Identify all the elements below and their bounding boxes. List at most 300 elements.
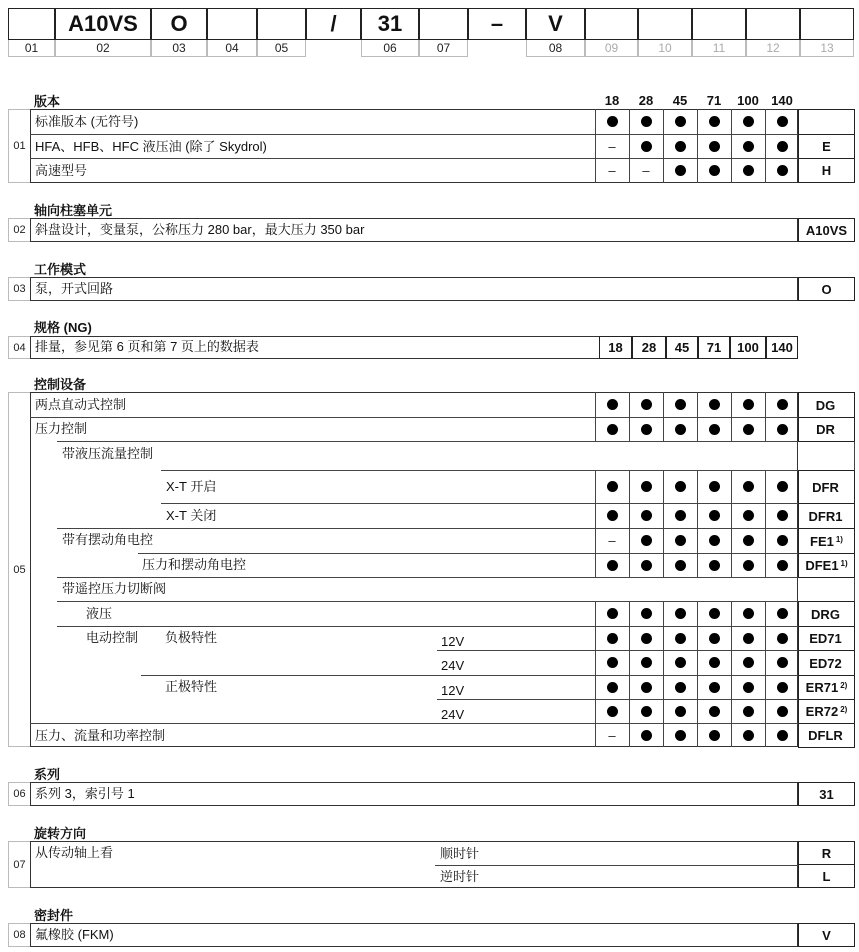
available-dot-icon <box>777 560 788 571</box>
available-dot-icon <box>641 116 652 127</box>
order-code-label: DFR <box>812 479 839 495</box>
unavailable-dash-icon: – <box>608 727 616 743</box>
unavailable-dash-icon: – <box>608 533 616 548</box>
frame-edge <box>854 577 855 601</box>
available-dot-icon <box>675 141 686 152</box>
order-code-label: DG <box>815 397 836 413</box>
footnote-marker: 1) <box>840 559 848 568</box>
available-dot-icon <box>675 608 686 619</box>
available-dot-icon <box>641 730 652 741</box>
available-dot-icon <box>607 116 618 127</box>
available-dot-icon <box>641 706 652 717</box>
row-number: 02 <box>8 218 30 242</box>
code-cell-07 <box>419 8 468 40</box>
available-dot-icon <box>777 424 788 435</box>
availability-cell <box>697 675 731 699</box>
option-label: 排量，参见第 6 页和第 7 页上的数据表 <box>35 339 259 354</box>
available-dot-icon <box>709 706 720 717</box>
availability-cell <box>595 626 629 650</box>
footnote-marker: 1) <box>835 534 843 544</box>
option-label: 系列 3，索引号 1 <box>35 786 135 801</box>
availability-cell <box>697 601 731 626</box>
available-dot-icon <box>641 510 652 521</box>
size-code-45: 45 <box>666 336 698 359</box>
table-frame <box>30 277 798 301</box>
available-dot-icon <box>743 141 754 152</box>
availability-cell <box>765 601 799 626</box>
available-dot-icon <box>777 399 788 410</box>
availability-cell <box>629 553 663 577</box>
available-dot-icon <box>641 424 652 435</box>
available-dot-icon <box>777 657 788 668</box>
available-dot-icon <box>675 481 686 492</box>
order-code: E <box>798 134 855 159</box>
row-number: 03 <box>8 277 30 301</box>
availability-cell <box>765 417 799 441</box>
available-dot-icon <box>709 510 720 521</box>
availability-cell <box>629 503 663 528</box>
availability-cell <box>765 503 799 528</box>
size-header-100: 100 <box>737 93 759 108</box>
option-label: 氟橡胶 (FKM) <box>35 927 114 942</box>
availability-cell <box>731 675 765 699</box>
order-code <box>798 699 855 724</box>
availability-cell <box>697 553 731 577</box>
available-dot-icon <box>607 657 618 668</box>
available-dot-icon <box>777 510 788 521</box>
availability-cell <box>663 417 697 441</box>
available-dot-icon <box>777 706 788 717</box>
availability-cell <box>731 470 765 503</box>
availability-cell <box>629 723 663 747</box>
availability-cell <box>731 601 765 626</box>
size-code-140: 140 <box>766 336 798 359</box>
voltage-label: 24V <box>441 707 465 722</box>
available-dot-icon <box>777 141 788 152</box>
section-title: 密封件 <box>34 908 74 923</box>
availability-cell <box>595 650 629 675</box>
available-dot-icon <box>675 682 686 693</box>
availability-cell <box>765 723 799 747</box>
availability-cell <box>629 601 663 626</box>
code-cell-08: V <box>526 8 585 40</box>
availability-cell <box>663 553 697 577</box>
availability-cell <box>697 417 731 441</box>
order-code-label: ER71 <box>805 680 839 695</box>
row-divider <box>57 577 855 578</box>
available-dot-icon <box>777 165 788 176</box>
available-dot-icon <box>709 730 720 741</box>
availability-cell <box>595 109 629 134</box>
availability-cell <box>663 158 697 183</box>
available-dot-icon <box>743 657 754 668</box>
table-frame <box>30 923 798 947</box>
availability-cell <box>765 626 799 650</box>
availability-cell <box>595 723 629 747</box>
order-code: A10VS <box>798 218 855 242</box>
available-dot-icon <box>607 560 618 571</box>
available-dot-icon <box>709 165 720 176</box>
option-label: X-T 关闭 <box>166 508 217 523</box>
available-dot-icon <box>607 706 618 717</box>
available-dot-icon <box>743 706 754 717</box>
available-dot-icon <box>641 141 652 152</box>
code-cell-04 <box>207 8 257 40</box>
availability-cell <box>663 503 697 528</box>
availability-cell <box>765 134 799 158</box>
order-code <box>798 109 855 135</box>
order-code-label: DFE1 <box>805 558 839 573</box>
order-code: H <box>798 158 855 183</box>
availability-cell <box>629 392 663 417</box>
order-code: O <box>798 277 855 301</box>
code-cell-01 <box>8 8 55 40</box>
position-label-05: 05 <box>257 40 306 57</box>
option-label: 负极特性 <box>165 630 218 645</box>
order-code <box>798 626 855 651</box>
available-dot-icon <box>607 510 618 521</box>
available-dot-icon <box>777 608 788 619</box>
available-dot-icon <box>607 633 618 644</box>
availability-cell <box>663 675 697 699</box>
availability-cell <box>765 650 799 675</box>
size-code-28: 28 <box>632 336 666 359</box>
available-dot-icon <box>743 608 754 619</box>
available-dot-icon <box>675 560 686 571</box>
option-label: 逆时针 <box>440 869 480 884</box>
size-header-18: 18 <box>604 93 620 108</box>
voltage-label: 24V <box>441 658 465 673</box>
section-title: 系列 <box>34 767 61 782</box>
option-label: 标准版本 (无符号) <box>35 114 139 129</box>
order-code: V <box>798 923 855 947</box>
availability-cell <box>731 699 765 723</box>
unavailable-dash-icon: – <box>608 163 616 178</box>
position-label-12: 12 <box>746 40 800 57</box>
available-dot-icon <box>607 399 618 410</box>
order-code: R <box>798 841 855 866</box>
availability-cell <box>731 650 765 675</box>
option-label: 带遥控压力切断阀 <box>62 581 167 596</box>
row-number: 07 <box>8 841 30 888</box>
availability-cell <box>731 134 765 158</box>
size-header-140: 140 <box>771 93 793 108</box>
availability-cell <box>731 503 765 528</box>
availability-cell <box>765 392 799 417</box>
availability-cell <box>629 109 663 134</box>
available-dot-icon <box>641 481 652 492</box>
availability-cell <box>731 723 765 747</box>
order-code-label: ER72 <box>805 704 839 719</box>
available-dot-icon <box>743 682 754 693</box>
row-number: 04 <box>8 336 30 359</box>
available-dot-icon <box>709 141 720 152</box>
available-dot-icon <box>743 481 754 492</box>
position-label-06: 06 <box>361 40 419 57</box>
availability-cell <box>697 158 731 183</box>
availability-cell <box>629 650 663 675</box>
code-cell-12 <box>746 8 800 40</box>
availability-cell <box>595 158 629 183</box>
availability-cell <box>629 699 663 723</box>
available-dot-icon <box>709 424 720 435</box>
availability-cell <box>765 158 799 183</box>
availability-cell <box>765 109 799 134</box>
availability-cell <box>595 601 629 626</box>
available-dot-icon <box>777 730 788 741</box>
row-divider <box>57 441 855 442</box>
availability-cell <box>663 699 697 723</box>
order-code-label: DRG <box>811 606 840 622</box>
code-cell-06: 31 <box>361 8 419 40</box>
availability-cell <box>731 158 765 183</box>
size-header-45: 45 <box>672 93 688 108</box>
row-number: 06 <box>8 782 30 806</box>
order-code-label: DFLR <box>808 728 843 743</box>
available-dot-icon <box>743 399 754 410</box>
code-cell-10 <box>638 8 692 40</box>
order-code <box>798 417 855 442</box>
position-label-08: 08 <box>526 40 585 57</box>
availability-cell <box>663 528 697 553</box>
available-dot-icon <box>675 116 686 127</box>
order-code <box>798 503 855 529</box>
available-dot-icon <box>709 560 720 571</box>
option-label: 带液压流量控制 <box>62 446 154 461</box>
availability-cell <box>697 626 731 650</box>
availability-cell <box>629 675 663 699</box>
availability-cell <box>663 723 697 747</box>
available-dot-icon <box>675 424 686 435</box>
available-dot-icon <box>641 608 652 619</box>
availability-cell <box>697 503 731 528</box>
available-dot-icon <box>743 560 754 571</box>
availability-cell <box>765 528 799 553</box>
section-title: 规格 (NG) <box>34 320 92 335</box>
order-code-label: DR <box>816 422 835 437</box>
option-label: 带有摆动角电控 <box>62 532 154 547</box>
code-cell-03: O <box>151 8 207 40</box>
section-title: 控制设备 <box>34 377 87 392</box>
availability-cell <box>663 626 697 650</box>
availability-cell <box>697 650 731 675</box>
availability-cell <box>629 417 663 441</box>
available-dot-icon <box>777 535 788 546</box>
code-cell-slash: / <box>306 8 361 40</box>
table-frame <box>30 782 798 806</box>
order-code <box>798 601 855 627</box>
available-dot-icon <box>743 730 754 741</box>
order-code-label: ED71 <box>809 631 842 646</box>
availability-cell <box>595 392 629 417</box>
code-cell-dash: – <box>468 8 526 40</box>
available-dot-icon <box>777 633 788 644</box>
available-dot-icon <box>743 633 754 644</box>
option-label: 顺时针 <box>440 846 480 861</box>
availability-cell <box>663 601 697 626</box>
code-cell-05 <box>257 8 306 40</box>
availability-cell <box>697 723 731 747</box>
section-title: 工作模式 <box>34 262 87 277</box>
order-code <box>798 675 855 700</box>
option-label: 正极特性 <box>165 679 218 694</box>
availability-cell <box>629 134 663 158</box>
option-label: 泵，开式回路 <box>35 281 114 296</box>
availability-cell <box>731 392 765 417</box>
available-dot-icon <box>743 535 754 546</box>
size-code-18: 18 <box>599 336 632 359</box>
footnote-marker: 2) <box>840 681 848 690</box>
availability-cell <box>697 470 731 503</box>
available-dot-icon <box>607 608 618 619</box>
option-label: 压力、流量和功率控制 <box>35 728 166 743</box>
order-code-label: FE1 <box>810 533 834 549</box>
code-cell-02: A10VS <box>55 8 151 40</box>
available-dot-icon <box>675 165 686 176</box>
position-label-13: 13 <box>800 40 854 57</box>
available-dot-icon <box>743 116 754 127</box>
available-dot-icon <box>743 510 754 521</box>
voltage-label: 12V <box>441 683 465 698</box>
availability-cell <box>595 503 629 528</box>
option-label: 液压 <box>86 606 113 621</box>
available-dot-icon <box>641 560 652 571</box>
availability-cell <box>731 109 765 134</box>
order-code <box>798 470 855 504</box>
position-label-03: 03 <box>151 40 207 57</box>
available-dot-icon <box>641 399 652 410</box>
availability-cell <box>595 134 629 158</box>
available-dot-icon <box>675 730 686 741</box>
section-title: 旋转方向 <box>34 826 87 841</box>
option-label: 斜盘设计，变量泵，公称压力 280 bar，最大压力 350 bar <box>35 222 365 237</box>
order-code <box>798 650 855 676</box>
order-code: 31 <box>798 782 855 806</box>
available-dot-icon <box>709 535 720 546</box>
section-title: 版本 <box>34 94 61 109</box>
position-label-02: 02 <box>55 40 151 57</box>
position-label-11: 11 <box>692 40 746 57</box>
available-dot-icon <box>675 510 686 521</box>
unavailable-dash-icon: – <box>608 138 616 154</box>
available-dot-icon <box>777 481 788 492</box>
frame-edge <box>854 441 855 470</box>
available-dot-icon <box>743 165 754 176</box>
option-label: 电动控制 <box>86 630 139 645</box>
availability-cell <box>697 392 731 417</box>
code-cell-11 <box>692 8 746 40</box>
availability-cell <box>731 528 765 553</box>
available-dot-icon <box>675 399 686 410</box>
availability-cell <box>697 134 731 158</box>
availability-cell <box>595 417 629 441</box>
availability-cell <box>663 650 697 675</box>
availability-cell <box>765 553 799 577</box>
size-header-28: 28 <box>638 93 654 108</box>
availability-cell <box>629 626 663 650</box>
available-dot-icon <box>675 706 686 717</box>
size-header-71: 71 <box>706 93 722 108</box>
available-dot-icon <box>641 682 652 693</box>
available-dot-icon <box>641 657 652 668</box>
availability-cell <box>697 699 731 723</box>
available-dot-icon <box>709 116 720 127</box>
availability-cell <box>595 553 629 577</box>
availability-cell <box>595 528 629 553</box>
footnote-marker: 2) <box>840 705 848 714</box>
order-code <box>798 392 855 418</box>
available-dot-icon <box>607 424 618 435</box>
option-label: 高速型号 <box>35 163 88 178</box>
position-label-10: 10 <box>638 40 692 57</box>
availability-cell <box>697 528 731 553</box>
voltage-label: 12V <box>441 634 465 649</box>
availability-cell <box>697 109 731 134</box>
section-title: 轴向柱塞单元 <box>34 203 113 218</box>
available-dot-icon <box>709 633 720 644</box>
option-label: 压力和摆动角电控 <box>142 557 247 572</box>
availability-cell <box>595 699 629 723</box>
availability-cell <box>731 626 765 650</box>
order-code: L <box>798 864 855 888</box>
row-number: 01 <box>8 109 30 183</box>
row-number: 05 <box>8 392 30 747</box>
available-dot-icon <box>641 633 652 644</box>
availability-cell <box>595 675 629 699</box>
order-code-label: ED72 <box>809 655 842 671</box>
available-dot-icon <box>709 481 720 492</box>
option-label: 两点直动式控制 <box>35 397 127 412</box>
option-label: HFA、HFB、HFC 液压油 (除了 Skydrol) <box>35 139 267 154</box>
position-label-09: 09 <box>585 40 638 57</box>
code-cell-09 <box>585 8 638 40</box>
order-code <box>798 553 855 578</box>
available-dot-icon <box>607 481 618 492</box>
position-label-04: 04 <box>207 40 257 57</box>
available-dot-icon <box>675 633 686 644</box>
available-dot-icon <box>709 608 720 619</box>
availability-cell <box>629 158 663 183</box>
availability-cell <box>765 675 799 699</box>
availability-cell <box>731 417 765 441</box>
option-label: 从传动轴上看 <box>35 845 114 860</box>
availability-cell <box>663 134 697 158</box>
option-label: X-T 开启 <box>166 479 217 494</box>
available-dot-icon <box>607 682 618 693</box>
available-dot-icon <box>675 657 686 668</box>
available-dot-icon <box>709 657 720 668</box>
size-code-100: 100 <box>730 336 766 359</box>
available-dot-icon <box>777 682 788 693</box>
availability-cell <box>765 470 799 503</box>
availability-cell <box>629 470 663 503</box>
row-divider <box>435 865 798 866</box>
position-label-01: 01 <box>8 40 55 57</box>
available-dot-icon <box>675 535 686 546</box>
availability-cell <box>629 528 663 553</box>
unavailable-dash-icon: – <box>642 163 650 178</box>
option-label: 压力控制 <box>35 421 88 436</box>
availability-cell <box>765 699 799 723</box>
available-dot-icon <box>709 399 720 410</box>
availability-cell <box>663 109 697 134</box>
available-dot-icon <box>641 535 652 546</box>
availability-cell <box>663 470 697 503</box>
order-code-label: DFR1 <box>808 508 843 524</box>
availability-cell <box>731 553 765 577</box>
available-dot-icon <box>777 116 788 127</box>
order-code <box>798 528 855 554</box>
